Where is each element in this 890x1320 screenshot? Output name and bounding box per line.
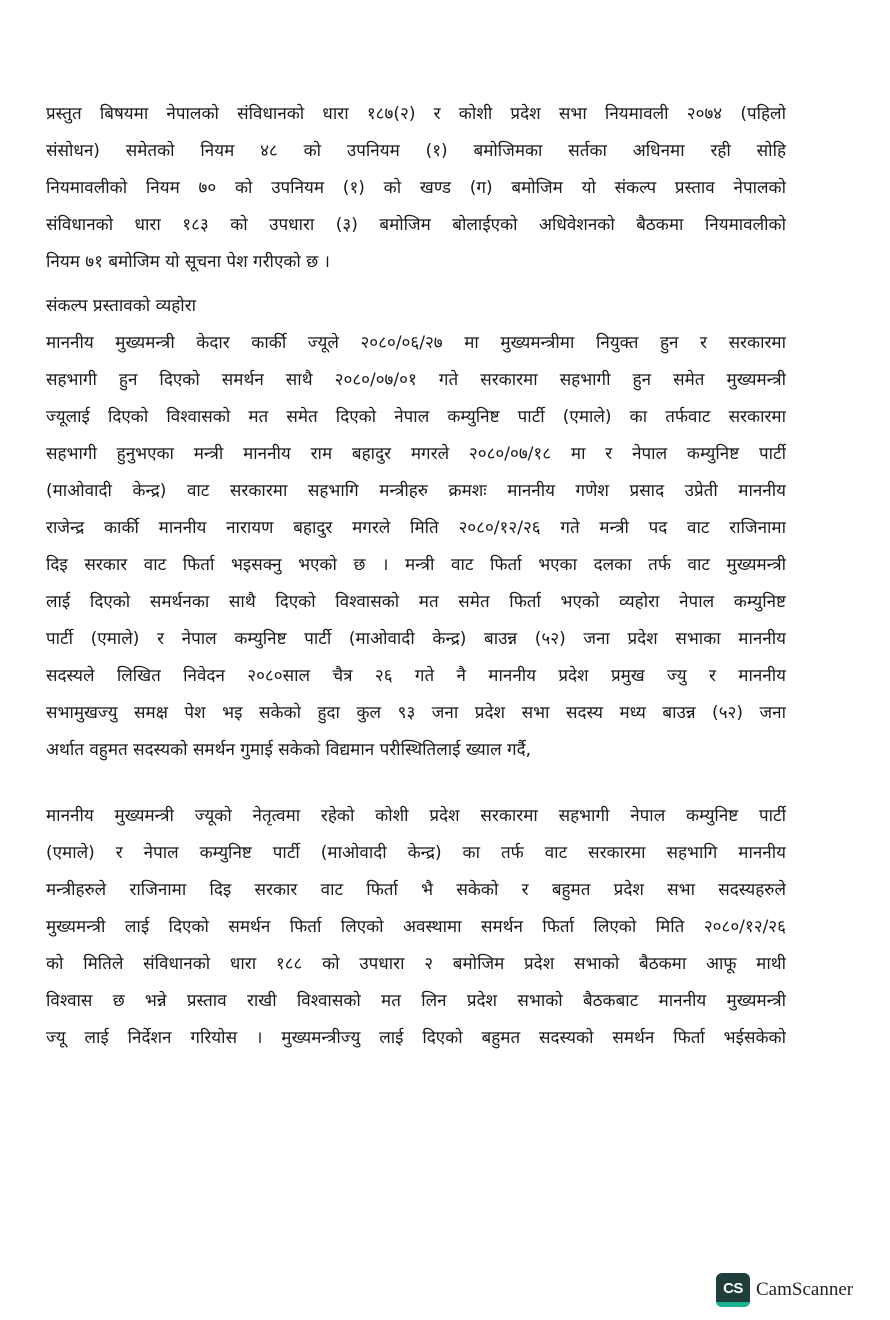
text-line: मुख्यमन्त्री लाई दिएको समर्थन फिर्ता लिएको अवस्थामा समर्थन फिर्ता लिएको मिति २०८०/१२/२६: [46, 917, 786, 937]
text-line: सभामुखज्यु समक्ष पेश भइ सकेको हुदा कुल ९३ जना प्रदेश सभा सदस्य मध्य बाउन्न (५२) जना: [46, 703, 786, 723]
text-line: सहभागी हुन दिएको समर्थन साथै २०८०/०७/०१ गते सरकारमा सहभागी हुन समेत मुख्यमन्त्री: [46, 370, 786, 390]
text-line: संविधानको धारा १८३ को उपधारा (३) बमोजिम बोलाईएको अधिवेशनको बैठकमा नियमावलीको: [46, 215, 786, 235]
text-line: प्रस्तुत बिषयमा नेपालको संविधानको धारा १८७(२) र कोशी प्रदेश सभा नियमावली २०७४ (पहिलो: [46, 104, 786, 124]
intro-paragraph: [46, 96, 786, 281]
camscanner-brand: CamScanner: [756, 1279, 854, 1300]
resolution-heading: संकल्प प्रस्तावको व्यहोरा: [46, 296, 197, 316]
text-line: ज्यू लाई निर्देशन गरियोस । मुख्यमन्त्रीज्यु लाई दिएको बहुमत सदस्यको समर्थन फिर्ता भईसकेको: [46, 1028, 786, 1048]
text-line: (एमाले) र नेपाल कम्युनिष्ट पार्टी (माओवादी केन्द्र) का तर्फ वाट सरकारमा सहभागि माननीय: [46, 843, 786, 863]
text-line: सदस्यले लिखित निवेदन २०८०साल चैत्र २६ गते नै माननीय प्रदेश प्रमुख ज्यु र माननीय: [46, 666, 786, 686]
text-line: संसोधन) समेतको नियम ४८ को उपनियम (१) बमोजिमका सर्तका अधिनमा रही सोहि: [46, 141, 786, 161]
text-line: नियमावलीको नियम ७० को उपनियम (१) को खण्ड (ग) बमोजिम यो संकल्प प्रस्ताव नेपालको: [46, 178, 786, 198]
resolution-paragraph-1: [46, 325, 786, 769]
camscanner-watermark: [716, 1273, 853, 1307]
text-line: सहभागी हुनुभएका मन्त्री माननीय राम बहादुर मगरले २०८०/०७/१८ मा र नेपाल कम्युनिष्ट पार्टी: [46, 444, 786, 464]
text-line: माननीय मुख्यमन्त्री केदार कार्की ज्यूले २०८०/०६/२७ मा मुख्यमन्त्रीमा नियुक्त हुन र सरकारमा: [46, 333, 786, 353]
resolution-heading-block: [46, 288, 786, 325]
resolution-paragraph-2: [46, 798, 786, 1057]
text-line: नियम ७१ बमोजिम यो सूचना पेश गरीएको छ ।: [46, 252, 330, 272]
text-line: पार्टी (एमाले) र नेपाल कम्युनिष्ट पार्टी (माओवादी केन्द्र) बाउन्न (५२) जना प्रदेश सभाका माननीय: [46, 629, 786, 649]
camscanner-logo-icon: [716, 1273, 750, 1307]
text-line: ज्यूलाई दिएको विश्वासको मत समेत दिएको नेपाल कम्युनिष्ट पार्टी (एमाले) का तर्फवाट सरकारमा: [46, 407, 786, 427]
text-line: राजेन्द्र कार्की माननीय नारायण बहादुर मगरले मिति २०८०/१२/२६ गते मन्त्री पद वाट राजिनामा: [46, 518, 786, 538]
text-line: माननीय मुख्यमन्त्री ज्यूको नेतृत्वमा रहेको कोशी प्रदेश सरकारमा सहभागी नेपाल कम्युनिष्ट पार्टी: [46, 806, 786, 826]
text-line: विश्वास छ भन्ने प्रस्ताव राखी विश्वासको मत लिन प्रदेश सभाको बैठकबाट माननीय मुख्यमन्त्री: [46, 991, 786, 1011]
text-line: दिइ सरकार वाट फिर्ता भइसक्नु भएको छ । मन्त्री वाट फिर्ता भएका दलका तर्फ वाट मुख्यमन्त्री: [46, 555, 786, 575]
camscanner-logo-text: CS: [723, 1279, 743, 1297]
text-line: मन्त्रीहरुले राजिनामा दिइ सरकार वाट फिर्ता भै सकेको र बहुमत प्रदेश सभा सदस्यहरुले: [46, 880, 786, 900]
text-line: अर्थात वहुमत सदस्यको समर्थन गुमाई सकेको विद्यमान परीस्थितिलाई ख्याल गर्दै,: [46, 740, 532, 760]
text-line: (माओवादी केन्द्र) वाट सरकारमा सहभागि मन्त्रीहरु क्रमशः माननीय गणेश प्रसाद उप्रेती माननीय: [46, 481, 786, 501]
text-line: को मितिले संविधानको धारा १८८ को उपधारा २ बमोजिम प्रदेश सभाको बैठकमा आफू माथी: [46, 954, 786, 974]
text-line: लाई दिएको समर्थनका साथै दिएको विश्वासको मत समेत फिर्ता भएको व्यहोरा नेपाल कम्युनिष्ट: [46, 592, 786, 612]
